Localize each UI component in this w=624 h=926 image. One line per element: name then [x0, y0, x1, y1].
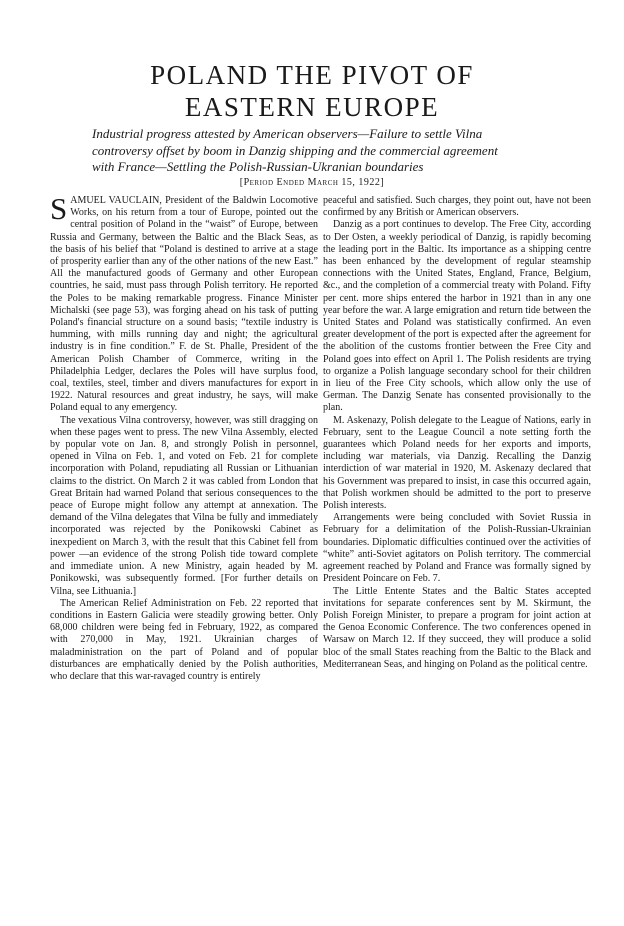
body-paragraph: Arrangements were being concluded with Soviet Russia in February for a delimitation of the Polish-Russian-Ukrainian boundaries. Diplomatic difficulties continued over the activities of “white” anti-Soviet agitators on Polish territory. The commercial agreement reached by Poland and France was formally signed by President Poincare on Feb. 7. [323, 512, 591, 585]
period-note: [Period Ended March 15, 1922] [239, 177, 385, 188]
body-paragraph: peaceful and satisfied. Such charges, they point out, have not been confirmed by any British or American observers. [323, 195, 591, 219]
subtitle-line: Industrial progress attested by American observers—Failure to settle Vilna [92, 126, 483, 141]
right-column [323, 195, 591, 671]
subtitle-line: with France—Settling the Polish-Russian-Ukranian boundaries [92, 159, 424, 174]
body-paragraph: Danzig as a port continues to develop. The Free City, according to Der Osten, a weekly periodical of Danzig, is rapidly becoming the leading port in the Baltic. Its importance as a shipping centre has been enhanced by the development of regular steamship connections with the United States, England, France, Belgium, &c., and the completion of a commercial treaty with Poland. Fifty per cent. more ships entered the harbor in 1921 than in any one year before the war. A large emigration and return tide between the United States and Poland was statistically confirmed. An even greater development of the port is expected after the agreement for the abolition of the customs frontier between the Free City and Poland goes into effect on April 1. The Polish residents are trying to organize a Polish language secondary school for their children in lieu of the Free City schools, which allow only the use of German. The Danzig Senate has consented provisionally to the plan. [323, 219, 591, 414]
body-paragraph: The American Relief Administration on Feb. 22 reported that conditions in Eastern Galicia were steadily growing better. Only 68,000 children were being fed in February, 1922, as compared with 270,000 in May, 1921. Ukrainian charges of maladministration on the part of Poland and of popular disturbances are emphatically denied by the Polish authorities, who declare that this war-ravaged country is entirely [50, 597, 318, 682]
article-title-line-1: POLAND THE PIVOT OF [150, 60, 474, 90]
article-title-line-2: EASTERN EUROPE [184, 92, 440, 122]
paragraph-text: AMUEL VAUCLAIN, President of the Baldwin Locomotive Works, on his return from a tour of Europe, pointed out the central position of Poland in the “waist” of Europe, between Russia and Germany, between the Baltic and the Black Seas, as the basis of his belief that “Poland is destined to arrive at a stage of prosperity earlier than any of the other nations of the new East.” All the manufactured goods of Germany and other European countries, he said, must pass through Polish territory. He reported the Poles to be making remarkable progress. Finance Minister Michalski (see page 53), was forging ahead on his task of putting Poland's financial structure on a sound basis; “textile industry is humming, with mills running day and night; the agricultural industry is in fine condition.” F. de St. Phalle, President of the American Polish Chamber of Commerce, writing in the Philadelphia Ledger, declares the Poles will have surplus food, coal, textiles, steel, timber and divers manufactures for export in 1922. Natural resources and great industry, he says, will make Poland equal to any emergency. [50, 195, 318, 414]
body-paragraph: M. Askenazy, Polish delegate to the League of Nations, early in February, sent to the League Council a note setting forth the guarantees which Poland needs for her exports and imports, including war materials, via Danzig. Recalling the Danzig interdiction of war material in 1920, M. Askenazy declared that his Government was prepared to insist, in case this occurred again, that Polish workmen should be admitted to the port to preserve Polish interests. [323, 414, 591, 512]
left-column [50, 191, 318, 683]
subtitle-line: controversy offset by boom in Danzig shipping and the commercial agreement [92, 142, 498, 158]
body-paragraph: The vexatious Vilna controversy, however, was still dragging on when these pages went to press. The new Vilna Assembly, elected by popular vote on Jan. 8, and strongly Polish in personnel, opened in Vilna on Feb. 1, and voted on Feb. 21 for complete incorporation with Poland, repudiating all Russian or Lithuanian claims to the district. On March 2 it was cabled from London that Great Britain had warned Poland that serious consequences to the peace of Europe might follow any attempt at annexation. The demand of the Vilna delegates that Vilna be fully and immediately incorporated was rejected by the Ponikowski Cabinet as inexpedient on March 3, with the result that this Cabinet fell from power —an evidence of the strong Polish tide toward complete and immediate union. A new Ministry, again headed by M. Ponikowski, was subsequently formed. [For further details on Vilna, see Lithuania.] [50, 414, 318, 597]
article-subtitle [92, 126, 552, 176]
body-paragraph: The Little Entente States and the Baltic States accepted invitations for separate conferences sent by M. Skirmunt, the Polish Foreign Minister, to prepare a program for joint action at the Genoa Economic Conference. The two conferences opened in Warsaw on March 12. If they succeed, they will produce a solid bloc of the small States reaching from the Baltic to the Black and Mediterranean Seas, and hinging on Poland as the political centre. [323, 585, 591, 670]
drop-cap: S [50, 191, 68, 226]
body-paragraph [50, 191, 318, 415]
